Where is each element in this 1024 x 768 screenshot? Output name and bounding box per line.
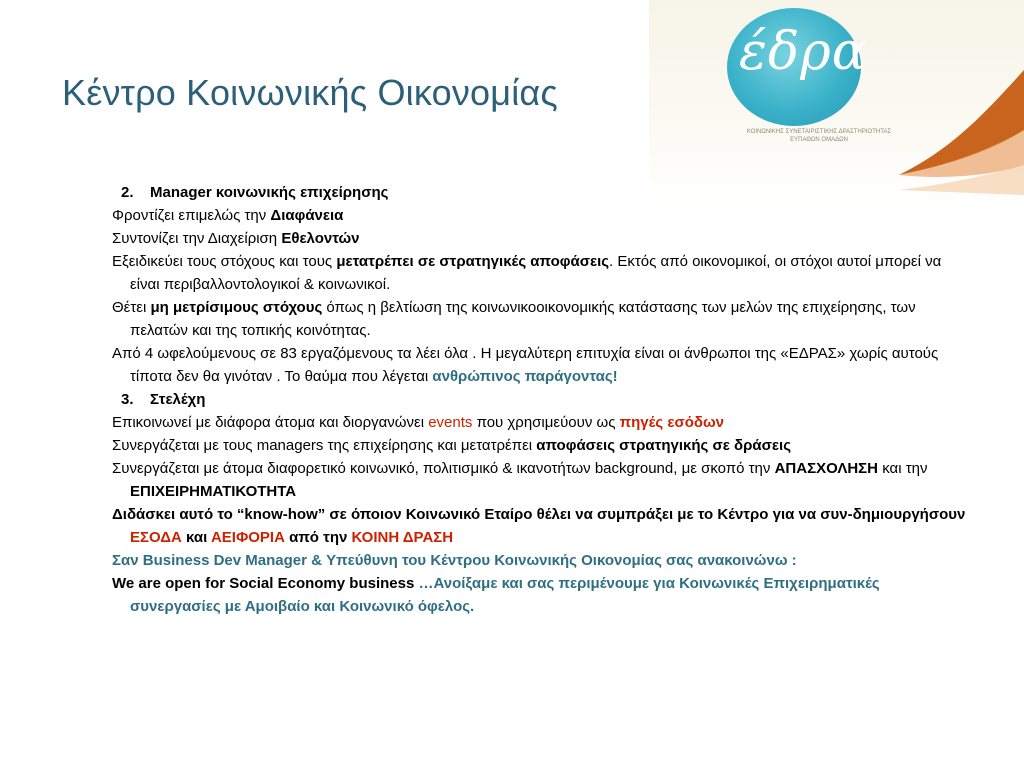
slide-body	[112, 181, 972, 618]
line-goals: Εξειδικεύει τους στόχους και τους μετατρέπει σε στρατηγικές αποφάσεις. Εκτός από οικονομικοί, οι στόχοι αυτοί μπορεί να είναι περιβαλλοντολογικοί & κοινωνικοί.	[112, 253, 942, 293]
line-success: Από 4 ωφελούμενους σε 83 εργαζόμενους τα λέει όλα . Η μεγαλύτερη επιτυχία είναι οι άνθρωποι της «ΕΔΡΑΣ» χωρίς αυτούς τίποτα δεν θα γινόταν . Το θαύμα που λέγεται ανθρώπινος παράγοντας!	[112, 345, 939, 385]
line-managers: Συνεργάζεται με τους managers της επιχείρησης και μετατρέπει αποφάσεις στρατηγικής σε δράσεις	[112, 437, 791, 454]
line-events: Επικοινωνεί με διάφορα άτομα και διοργανώνει events που χρησιμεύουν ως πηγές εσόδων	[112, 414, 725, 431]
heading-manager: 2. Manager κοινωνικής επιχείρησης	[121, 184, 389, 201]
line-transparency: Φροντίζει επιμελώς την Διαφάνεια	[112, 207, 344, 224]
line-volunteers: Συντονίζει την Διαχείριση Εθελοντών	[112, 230, 360, 247]
logo-wordmark: έδρα	[739, 22, 868, 82]
heading-staff: 3. Στελέχη	[121, 391, 206, 408]
logo-panel	[649, 0, 1024, 208]
slide-title: Κέντρο Κοινωνικής Οικονομίας	[62, 72, 558, 113]
line-announcement: Σαν Business Dev Manager & Υπεύθυνη του Κέντρου Κοινωνικής Οικονομίας σας ανακοινώνω :	[112, 552, 797, 569]
line-non-measurable: Θέτει μη μετρίσιμους στόχους όπως η βελτίωση της κοινωνικοοικονομικής κατάστασης των μελών της επιχείρησης, των πελατών και της τοπικής κοινότητας.	[112, 299, 916, 339]
line-open-business: We are open for Social Economy business …Ανοίξαμε και σας περιμένουμε για Κοινωνικές Επιχειρηματικές συνεργασίες με Αμοιβαίο και Κοινωνικό όφελος.	[112, 575, 880, 615]
logo-subtitle: ΚΟΙΝΩΝΙΚΗΣ ΣΥΝΕΤΑΙΡΙΣΤΙΚΗΣ ΔΡΑΣΤΗΡΙΟΤΗΤΑΣ ΕΥΠΑΘΩΝ ΟΜΑΔΩΝ	[746, 129, 892, 143]
line-know-how: Διδάσκει αυτό το “know-how” σε όποιον Κοινωνικό Εταίρο θέλει να συμπράξει με το Κέντρο για να συν-δημιουργήσουν ΕΣΟΔΑ και ΑΕΙΦΟΡΙΑ από την ΚΟΙΝΗ ΔΡΑΣΗ	[112, 506, 966, 546]
line-diversity: Συνεργάζεται με άτομα διαφορετικό κοινωνικό, πολιτισμικό & ικανοτήτων background, με σκοπό την ΑΠΑΣΧΟΛΗΣΗ και την ΕΠΙΧΕΙΡΗΜΑΤΙΚΟΤΗΤΑ	[112, 460, 928, 500]
